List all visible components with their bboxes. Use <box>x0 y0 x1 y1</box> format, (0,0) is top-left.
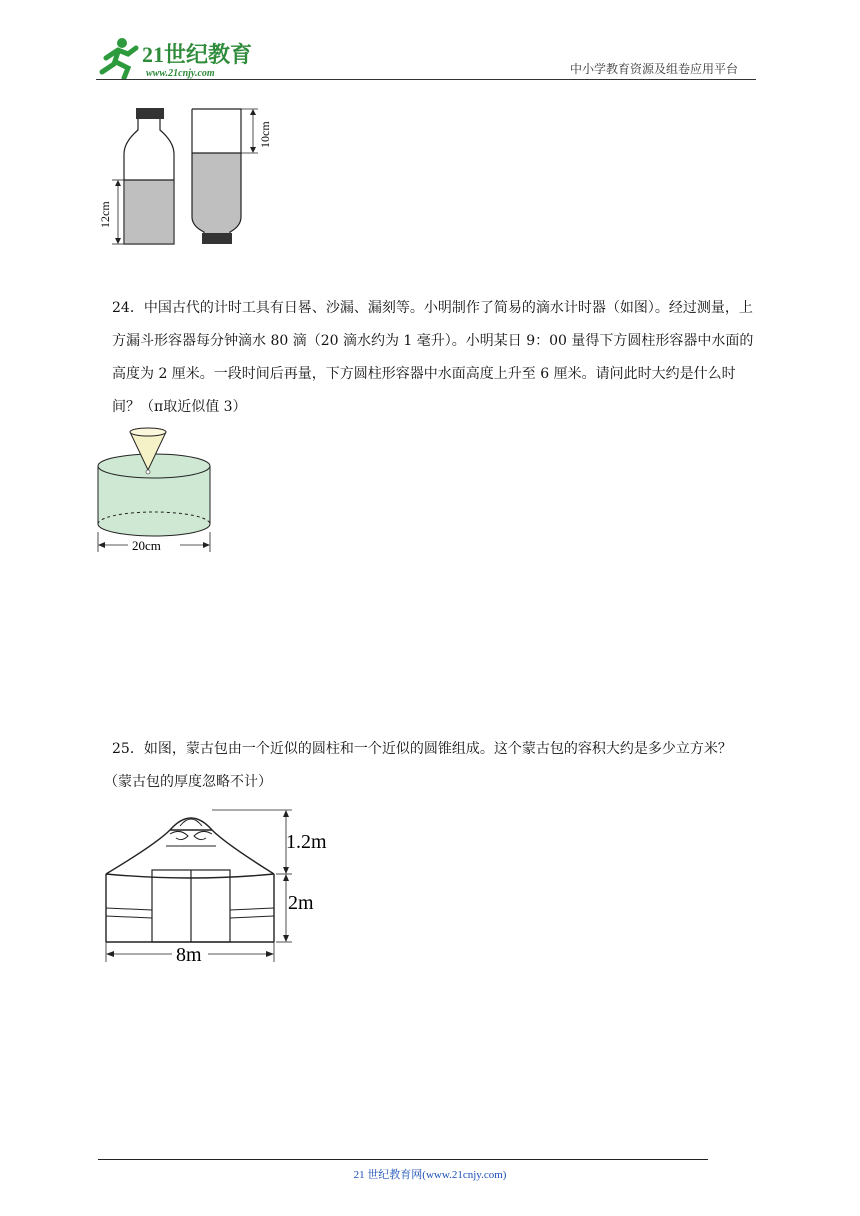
dimension-12cm <box>98 180 124 244</box>
question-number: 24． <box>112 300 144 316</box>
yurt-figure <box>96 804 346 968</box>
question-text: 如图，蒙古包由一个近似的圆柱和一个近似的圆锥组成。这个蒙古包的容积大约是多少立方米？ <box>143 741 732 757</box>
logo-text: 21世纪教育 <box>142 42 253 67</box>
yurt-body <box>106 870 274 942</box>
dimension-8m <box>106 942 274 966</box>
upright-bottle <box>124 108 174 244</box>
header-divider <box>96 79 756 80</box>
footer-divider <box>98 1159 708 1160</box>
footer-link[interactable]: 21 世纪教育网(www.21cnjy.com) <box>353 1169 507 1181</box>
label-2m: 2m <box>288 892 314 914</box>
inverted-bottle <box>192 109 241 244</box>
dimension-10cm <box>241 109 272 153</box>
label-20cm: 20cm <box>132 538 161 553</box>
label-12cm: 12cm <box>98 201 112 228</box>
cylinder-container <box>98 454 210 536</box>
question-24 <box>112 292 762 424</box>
drip-timer-figure <box>92 424 222 556</box>
yurt-roof <box>106 818 274 874</box>
label-1.2m: 1.2m <box>286 831 327 853</box>
dimension-2m <box>276 874 314 942</box>
runner-icon <box>102 38 136 78</box>
dimension-1.2m <box>212 810 327 874</box>
header-tagline: 中小学教育资源及组卷应用平台 <box>570 62 739 76</box>
label-10cm: 10cm <box>258 121 272 148</box>
question-25 <box>104 733 762 799</box>
logo-url: www.21cnjy.com <box>146 68 215 79</box>
label-8m: 8m <box>176 944 202 966</box>
question-text: 中国古代的计时工具有日晷、沙漏、漏刻等。小明制作了简易的滴水计时器（如图）。经过测量，上方漏斗形容器每分钟滴水 80 滴（20 滴水约为 1 毫升）。小明某日 9：00 量得下方圆柱形容器中水面的高度为 2 厘米。一段时间后再量，下方圆柱形容器中水面高度上升至 6 厘米。请问此时大约是什么时间？（π取近似值 3） <box>112 300 754 415</box>
bottles-figure <box>92 104 292 254</box>
question-note: （蒙古包的厚度忽略不计） <box>104 774 272 790</box>
question-number: 25． <box>112 741 144 757</box>
site-logo <box>92 34 262 80</box>
